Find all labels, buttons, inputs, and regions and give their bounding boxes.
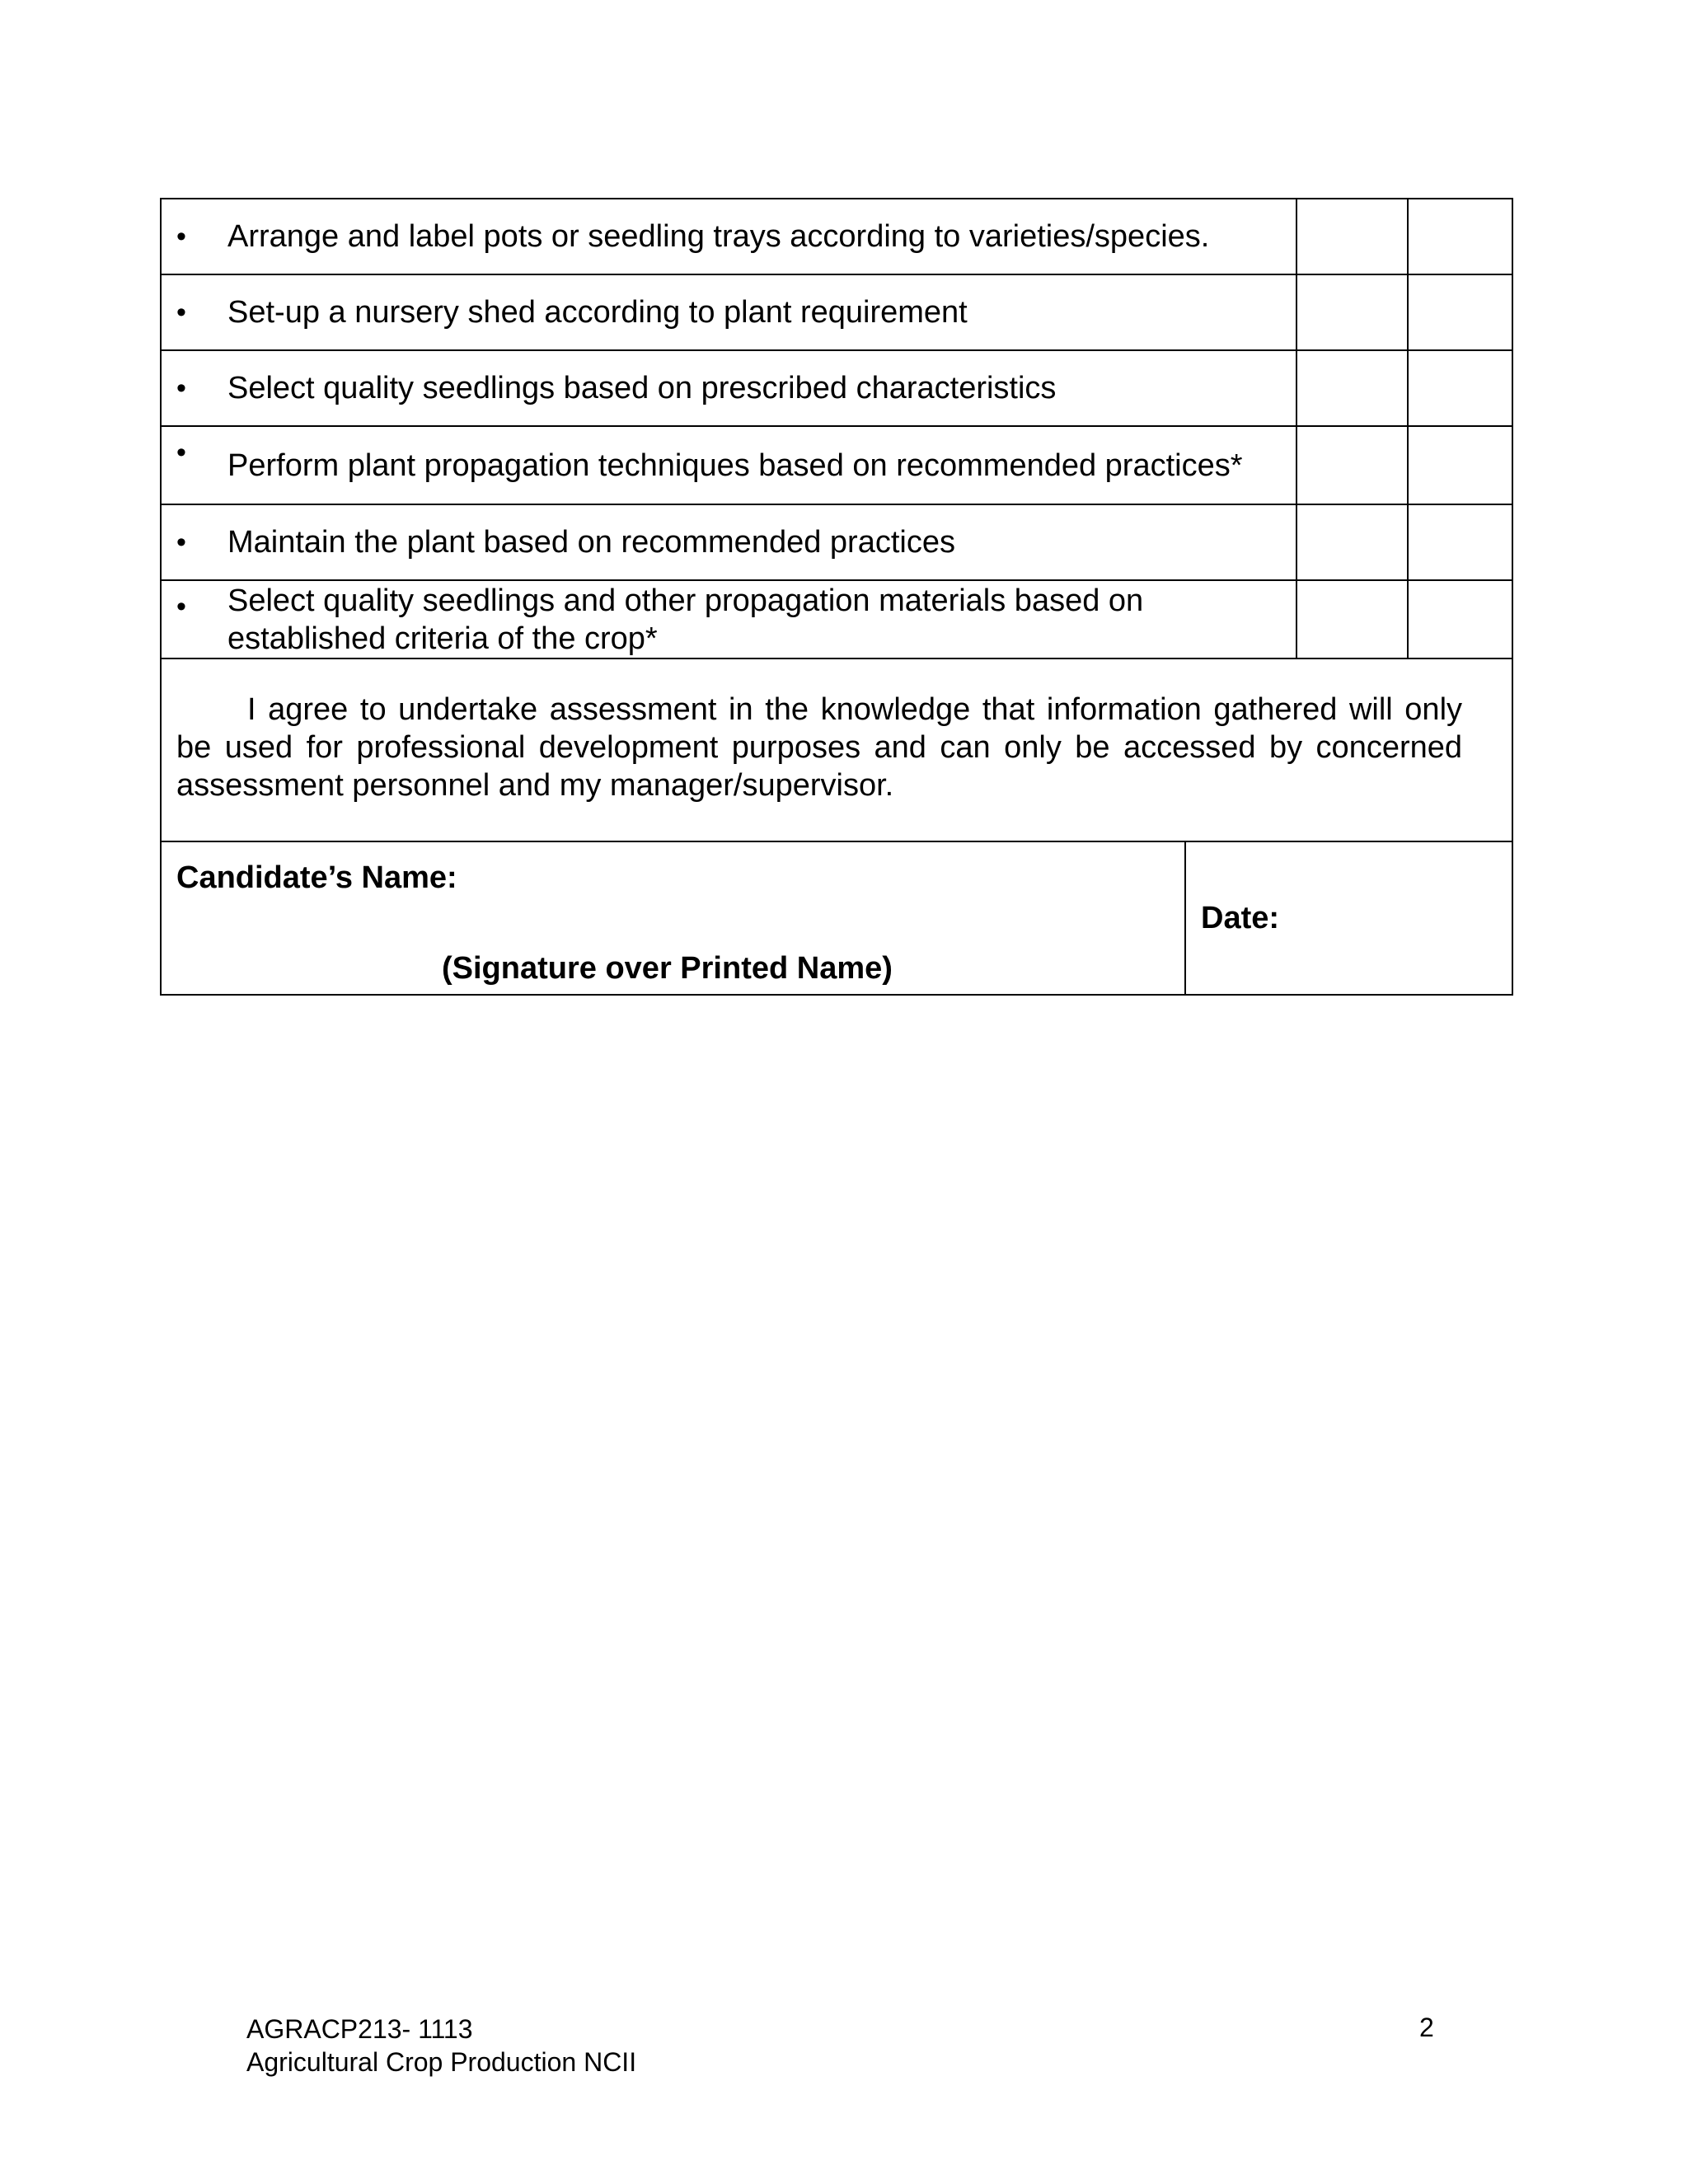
agreement-statement bbox=[161, 658, 1512, 841]
date-field[interactable] bbox=[1185, 841, 1512, 995]
footer-document-code: AGRACP213- 1113 bbox=[246, 2014, 473, 2044]
yes-checkbox-cell[interactable] bbox=[1296, 580, 1408, 658]
date-label: Date: bbox=[1201, 900, 1280, 935]
checklist-item-text: Arrange and label pots or seedling trays according to varieties/species. bbox=[227, 219, 1210, 254]
yes-checkbox-cell[interactable] bbox=[1296, 274, 1408, 350]
bullet-icon: • bbox=[176, 591, 186, 622]
checklist-row bbox=[161, 350, 1512, 426]
agreement-row bbox=[161, 658, 1512, 841]
no-checkbox-cell[interactable] bbox=[1408, 199, 1512, 274]
no-checkbox-cell[interactable] bbox=[1408, 274, 1512, 350]
yes-checkbox-cell[interactable] bbox=[1296, 199, 1408, 274]
bullet-icon: • bbox=[176, 527, 186, 558]
assessment-checklist-table bbox=[160, 198, 1513, 996]
no-checkbox-cell[interactable] bbox=[1408, 350, 1512, 426]
checklist-item-cell bbox=[161, 199, 1296, 274]
checklist-item-text: Set-up a nursery shed according to plant requirement bbox=[227, 295, 968, 330]
signature-caption: (Signature over Printed Name) bbox=[442, 951, 893, 986]
checklist-item-text: Perform plant propagation techniques based on recommended practices* bbox=[227, 448, 1243, 483]
agreement-text: I agree to undertake assessment in the knowledge that information gathered will only be used for professional development purposes and can only be accessed by concerned assessment personnel and my manager/supervisor. bbox=[176, 692, 1463, 803]
yes-checkbox-cell[interactable] bbox=[1296, 350, 1408, 426]
checklist-item-cell bbox=[161, 274, 1296, 350]
no-checkbox-cell[interactable] bbox=[1408, 504, 1512, 580]
checklist-item-text: Select quality seedlings and other propagation materials based on established criteria of the crop* bbox=[227, 583, 1144, 656]
checklist-item-cell bbox=[161, 426, 1296, 504]
checklist-item-cell bbox=[161, 580, 1296, 658]
signature-row bbox=[161, 841, 1512, 995]
checklist-item-text: Maintain the plant based on recommended practices bbox=[227, 525, 955, 560]
yes-checkbox-cell[interactable] bbox=[1296, 504, 1408, 580]
bullet-icon: • bbox=[176, 373, 186, 404]
bullet-icon: • bbox=[176, 221, 186, 252]
checklist-item-cell bbox=[161, 504, 1296, 580]
checklist-row bbox=[161, 580, 1512, 658]
checklist-row bbox=[161, 504, 1512, 580]
bullet-icon: • bbox=[176, 297, 186, 328]
page-number: 2 bbox=[1419, 2013, 1434, 2042]
candidate-name-field[interactable] bbox=[161, 841, 1185, 995]
no-checkbox-cell[interactable] bbox=[1408, 580, 1512, 658]
checklist-item-cell bbox=[161, 350, 1296, 426]
footer-qualification-title: Agricultural Crop Production NCII bbox=[246, 2047, 637, 2077]
checklist-item-text: Select quality seedlings based on prescribed characteristics bbox=[227, 371, 1057, 405]
checklist-row bbox=[161, 199, 1512, 274]
checklist-row bbox=[161, 274, 1512, 350]
no-checkbox-cell[interactable] bbox=[1408, 426, 1512, 504]
yes-checkbox-cell[interactable] bbox=[1296, 426, 1408, 504]
candidate-name-label: Candidate’s Name: bbox=[176, 860, 457, 895]
checklist-row bbox=[161, 426, 1512, 504]
bullet-icon: • bbox=[176, 437, 186, 468]
